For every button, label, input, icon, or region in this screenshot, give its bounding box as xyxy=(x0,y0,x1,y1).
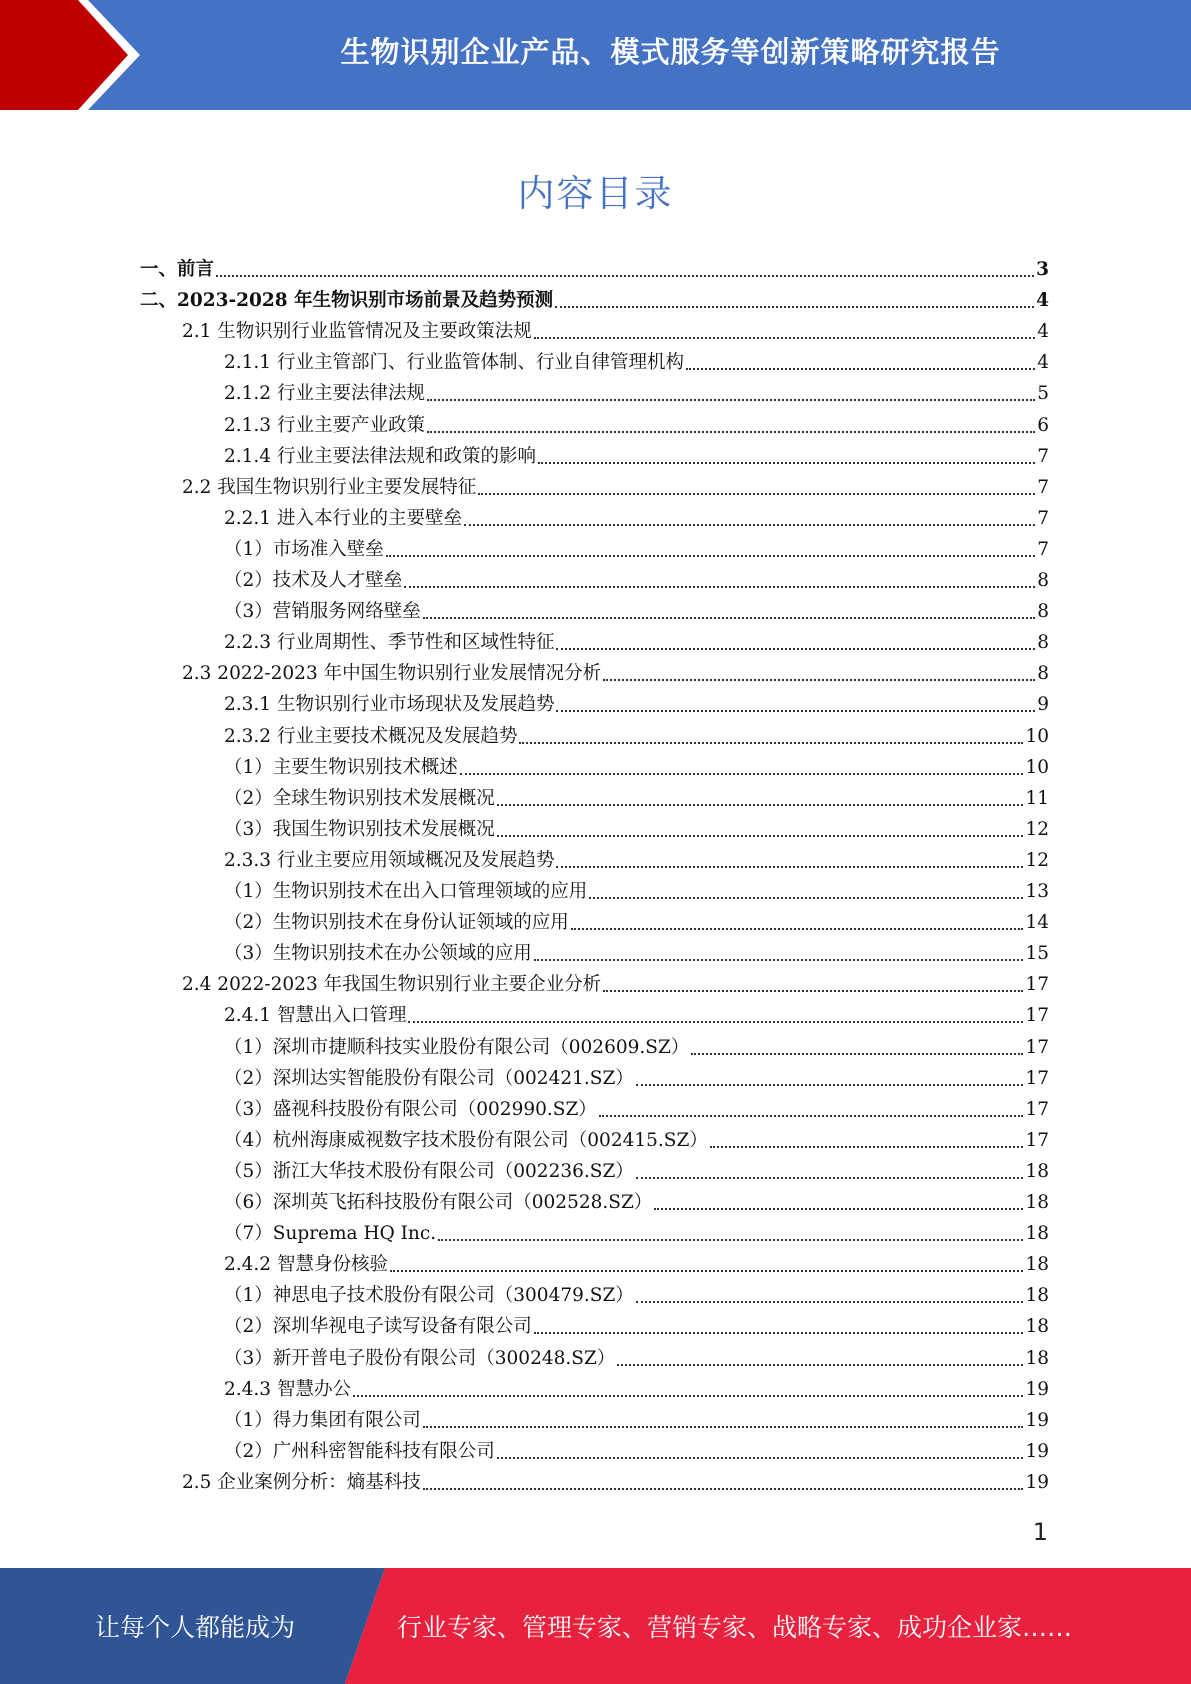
toc-entry-page: 5 xyxy=(1037,383,1049,405)
toc-entry-label: 2.1.4 行业主要法律法规和政策的影响 xyxy=(224,445,536,467)
toc-leader-dots xyxy=(654,1207,1023,1210)
toc-entry-page: 19 xyxy=(1025,1409,1049,1431)
toc-entry-label: （5）浙江大华技术股份有限公司（002236.SZ） xyxy=(224,1160,634,1182)
toc-entry-label: 2.1.2 行业主要法律法规 xyxy=(224,383,425,405)
toc-entry-page: 8 xyxy=(1037,632,1049,654)
toc-entry-page: 18 xyxy=(1025,1160,1049,1182)
toc-entry-label: 2.1.1 行业主管部门、行业监管体制、行业自律管理机构 xyxy=(224,352,684,374)
toc-entry[interactable] xyxy=(224,814,1049,845)
toc-leader-dots xyxy=(636,1176,1024,1179)
toc-entry-label: （1）生物识别技术在出入口管理领域的应用 xyxy=(224,881,588,902)
header-banner xyxy=(0,0,1191,110)
toc-leader-dots xyxy=(497,1456,1024,1459)
toc-entry-page: 4 xyxy=(1037,321,1049,343)
toc-entry-page: 19 xyxy=(1025,1378,1049,1400)
toc-entry[interactable] xyxy=(224,534,1049,565)
toc-entry-label: 2.2.1 进入本行业的主要壁垒 xyxy=(224,507,462,529)
toc-entry-label: 2.4.2 智慧身份核验 xyxy=(224,1254,388,1276)
toc-entry[interactable] xyxy=(224,1405,1049,1436)
toc-leader-dots xyxy=(617,1363,1023,1366)
toc-entry-label: （3）新开普电子股份有限公司（300248.SZ） xyxy=(224,1347,616,1369)
toc-entry-page: 17 xyxy=(1025,974,1049,996)
toc-leader-dots xyxy=(686,367,1035,370)
toc-entry[interactable] xyxy=(224,503,1049,534)
page-number: 1 xyxy=(1032,1518,1048,1546)
toc-leader-dots xyxy=(534,1331,1024,1334)
toc-entry-label: （1）市场准入壁垒 xyxy=(224,538,384,560)
toc-entry-page: 17 xyxy=(1025,1036,1049,1058)
toc-entry-page: 17 xyxy=(1025,1098,1049,1120)
toc-leader-dots xyxy=(423,1425,1024,1428)
toc-entry[interactable] xyxy=(224,596,1049,627)
toc-entry-page: 8 xyxy=(1037,663,1049,685)
toc-entry-label: 2.3.3 行业主要应用领域概况及发展趋势 xyxy=(224,849,555,871)
toc-entry[interactable] xyxy=(224,845,1049,876)
toc-entry[interactable] xyxy=(140,254,1049,285)
toc-entry-label: 2.1 生物识别行业监管情况及主要政策法规 xyxy=(182,321,532,343)
toc-leader-dots xyxy=(497,803,1024,806)
toc-entry-label: 2.2.3 行业周期性、季节性和区域性特征 xyxy=(224,632,555,654)
toc-entry-page: 10 xyxy=(1025,725,1049,747)
toc-entry-label: 2.4.1 智慧出入口管理 xyxy=(224,1005,407,1027)
toc-entry-label: （6）深圳英飞拓科技股份有限公司（002528.SZ） xyxy=(224,1192,653,1213)
toc-entry[interactable] xyxy=(224,1125,1049,1156)
toc-entry[interactable] xyxy=(224,1156,1049,1187)
toc-entry[interactable] xyxy=(224,347,1049,378)
toc-entry[interactable] xyxy=(224,627,1049,658)
toc-entry[interactable] xyxy=(182,472,1049,503)
toc-entry-label: （4）杭州海康威视数字技术股份有限公司（002415.SZ） xyxy=(224,1129,708,1151)
toc-entry-label: （1）得力集团有限公司 xyxy=(224,1409,421,1431)
toc-entry-page: 17 xyxy=(1025,1129,1049,1151)
toc-leader-dots xyxy=(216,274,1034,277)
toc-entry[interactable] xyxy=(182,969,1049,1000)
toc-entry-label: 2.5 企业案例分析：熵基科技 xyxy=(182,1471,421,1493)
toc-leader-dots xyxy=(423,616,1035,619)
toc-leader-dots xyxy=(571,927,1024,930)
toc-entry[interactable] xyxy=(182,316,1049,347)
toc-entry-label: （2）全球生物识别技术发展概况 xyxy=(224,787,495,809)
toc-leader-dots xyxy=(478,492,1035,495)
toc-entry-page: 13 xyxy=(1025,881,1049,902)
toc-leader-dots xyxy=(519,741,1023,744)
toc-entry-label: 2.2 我国生物识别行业主要发展特征 xyxy=(182,476,477,498)
toc-entry-page: 17 xyxy=(1025,1005,1049,1027)
toc-entry-page: 7 xyxy=(1037,476,1049,498)
toc-leader-dots xyxy=(599,1114,1024,1117)
toc-entry-label: （2）广州科密智能科技有限公司 xyxy=(224,1440,495,1462)
toc-entry-label: （2）生物识别技术在身份认证领域的应用 xyxy=(224,912,569,934)
toc-leader-dots xyxy=(438,1238,1023,1241)
toc-leader-dots xyxy=(555,305,1034,308)
toc-leader-dots xyxy=(386,554,1035,557)
toc-entry[interactable] xyxy=(224,441,1049,472)
toc-leader-dots xyxy=(497,834,1024,837)
toc-entry-page: 4 xyxy=(1037,352,1049,374)
toc-entry-label: （1）神思电子技术股份有限公司（300479.SZ） xyxy=(224,1285,634,1307)
toc-entry-page: 10 xyxy=(1025,756,1049,778)
toc-leader-dots xyxy=(538,461,1035,464)
toc-heading: 内容目录 xyxy=(517,172,674,215)
toc-entry[interactable] xyxy=(224,1063,1049,1094)
toc-entry-label: 2.1.3 行业主要产业政策 xyxy=(224,414,425,436)
toc-leader-dots xyxy=(556,865,1023,868)
toc-entry-page: 14 xyxy=(1025,912,1049,934)
toc-entry[interactable] xyxy=(224,938,1049,969)
toc-entry[interactable] xyxy=(224,1374,1049,1405)
toc-entry[interactable] xyxy=(224,1311,1049,1342)
toc-entry[interactable] xyxy=(182,1467,1049,1498)
toc-entry-page: 12 xyxy=(1025,818,1049,840)
toc-leader-dots xyxy=(691,1052,1023,1055)
toc-entry-page: 18 xyxy=(1025,1192,1049,1213)
toc-entry-page: 7 xyxy=(1037,538,1049,560)
toc-leader-dots xyxy=(710,1145,1024,1148)
toc-entry[interactable] xyxy=(224,721,1049,752)
toc-entry[interactable] xyxy=(224,689,1049,720)
toc-entry-page: 6 xyxy=(1037,414,1049,436)
toc-entry-page: 7 xyxy=(1037,507,1049,529)
toc-entry[interactable] xyxy=(224,378,1049,409)
toc-entry[interactable] xyxy=(224,876,1049,907)
toc-entry[interactable] xyxy=(182,658,1049,689)
toc-entry-page: 8 xyxy=(1037,570,1049,591)
toc-entry-label: （7）Suprema HQ Inc. xyxy=(224,1223,437,1245)
toc-entry-page: 8 xyxy=(1037,601,1049,623)
toc-leader-dots xyxy=(464,523,1035,526)
toc-entry[interactable] xyxy=(224,1218,1049,1249)
report-title: 生物识别企业产品、模式服务等创新策略研究报告 xyxy=(340,34,1001,69)
toc-entry-label: 2.3.2 行业主要技术概况及发展趋势 xyxy=(224,725,518,747)
toc-entry[interactable] xyxy=(224,1343,1049,1374)
toc-entry-label: （2）深圳华视电子读写设备有限公司 xyxy=(224,1316,532,1338)
toc-leader-dots xyxy=(353,1394,1024,1397)
toc-leader-dots xyxy=(636,1083,1024,1086)
toc-entry-label: （3）生物识别技术在办公领域的应用 xyxy=(224,943,532,965)
toc-entry-page: 4 xyxy=(1036,290,1049,312)
toc-entry-page: 15 xyxy=(1025,943,1049,965)
toc-leader-dots xyxy=(556,647,1035,650)
toc-entry-label: 2.4.3 智慧办公 xyxy=(224,1378,351,1400)
toc-entry-page: 7 xyxy=(1037,445,1049,467)
toc-leader-dots xyxy=(534,958,1024,961)
toc-leader-dots xyxy=(556,709,1035,712)
toc-entry-page: 3 xyxy=(1036,259,1049,280)
toc-entry-label: （3）营销服务网络壁垒 xyxy=(224,601,421,623)
toc-entry-label: 2.4 2022-2023 年我国生物识别行业主要企业分析 xyxy=(182,974,602,996)
toc-entry-page: 19 xyxy=(1025,1440,1049,1462)
toc-entry-page: 17 xyxy=(1025,1067,1049,1089)
toc-entry-page: 11 xyxy=(1025,787,1049,809)
toc-entry-label: （1）主要生物识别技术概述 xyxy=(224,756,458,778)
toc-entry[interactable] xyxy=(224,1094,1049,1125)
toc-leader-dots xyxy=(589,896,1023,899)
toc-entry-label: 二、2023-2028 年生物识别市场前景及趋势预测 xyxy=(140,290,554,312)
toc-leader-dots xyxy=(460,772,1024,775)
toc-leader-dots xyxy=(408,1020,1023,1023)
toc-entry[interactable] xyxy=(224,565,1049,596)
toc-leader-dots xyxy=(423,1487,1024,1490)
toc-entry[interactable] xyxy=(224,907,1049,938)
toc-entry-page: 19 xyxy=(1025,1471,1049,1493)
toc-entry-page: 18 xyxy=(1025,1223,1049,1245)
toc-leader-dots xyxy=(427,430,1035,433)
toc-entry[interactable] xyxy=(224,1436,1049,1467)
toc-entry-page: 12 xyxy=(1025,849,1049,871)
toc-entry[interactable] xyxy=(224,1187,1049,1218)
toc-entry-page: 18 xyxy=(1025,1285,1049,1307)
toc-entry-page: 18 xyxy=(1025,1316,1049,1338)
toc-entry[interactable] xyxy=(224,752,1049,783)
toc-entry-label: （1）深圳市捷顺科技实业股份有限公司（002609.SZ） xyxy=(224,1036,690,1058)
toc-entry-label: （3）盛视科技股份有限公司（002990.SZ） xyxy=(224,1098,597,1120)
toc-entry[interactable] xyxy=(224,783,1049,814)
footer-slogan-left: 让每个人都能成为 xyxy=(94,1613,295,1642)
toc-entry-label: 2.3.1 生物识别行业市场现状及发展趋势 xyxy=(224,694,555,716)
toc-entry[interactable] xyxy=(224,1280,1049,1311)
toc-entry-label: （3）我国生物识别技术发展概况 xyxy=(224,818,495,840)
toc-entry-label: 2.3 2022-2023 年中国生物识别行业发展情况分析 xyxy=(182,663,602,685)
toc-leader-dots xyxy=(390,1269,1023,1272)
toc-entry[interactable] xyxy=(224,1249,1049,1280)
toc-leader-dots xyxy=(603,989,1023,992)
toc-entry-page: 18 xyxy=(1025,1347,1049,1369)
toc-entry-label: （2）技术及人才壁垒 xyxy=(224,570,403,591)
toc-entry[interactable] xyxy=(224,1000,1049,1031)
toc-leader-dots xyxy=(636,1300,1024,1303)
toc-entry-label: 一、前言 xyxy=(140,259,215,280)
toc-entry-label: （2）深圳达实智能股份有限公司（002421.SZ） xyxy=(224,1067,634,1089)
footer-banner xyxy=(0,1568,1191,1684)
toc-entry[interactable] xyxy=(224,1032,1049,1063)
toc-leader-dots xyxy=(427,398,1035,401)
toc-entry-page: 9 xyxy=(1037,694,1049,716)
toc-entry-page: 18 xyxy=(1025,1254,1049,1276)
toc-entry[interactable] xyxy=(140,285,1049,316)
toc-entry[interactable] xyxy=(224,410,1049,441)
footer-slogan-right: 行业专家、管理专家、营销专家、战略专家、成功企业家…… xyxy=(397,1613,1073,1642)
toc-leader-dots xyxy=(534,336,1035,339)
toc-leader-dots xyxy=(603,678,1035,681)
toc-leader-dots xyxy=(404,585,1035,588)
header-arrow-decoration xyxy=(0,0,150,110)
